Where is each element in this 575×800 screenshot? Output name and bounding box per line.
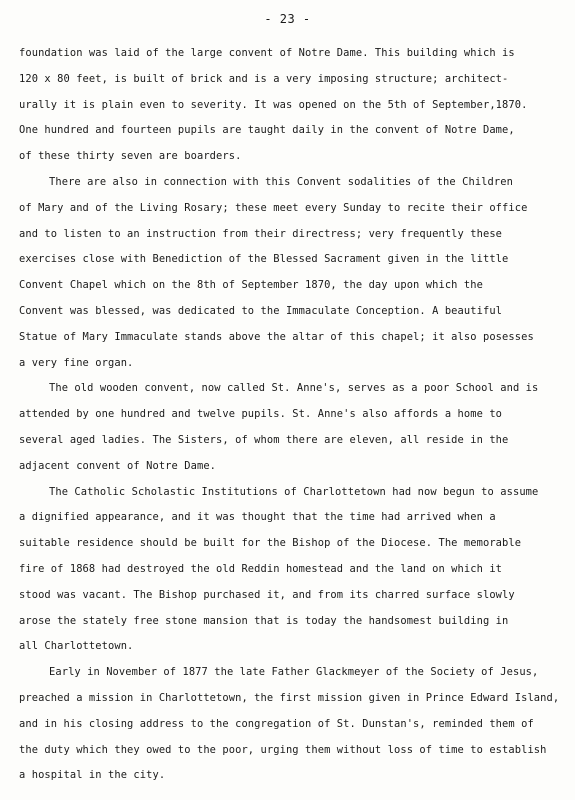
text-line: a hospital in the city.	[19, 769, 166, 782]
text-line: all Charlottetown.	[19, 640, 134, 653]
text-line: foundation was laid of the large convent of Notre Dame. This building which is	[19, 47, 515, 59]
text-line: and to listen to an instruction from their directress; very frequently these	[19, 227, 503, 240]
text-line: The Catholic Scholastic Institutions of Charlottetown had now begun to assume	[49, 485, 539, 498]
text-line: adjacent convent of Notre Dame.	[19, 459, 217, 472]
paragraph	[19, 376, 564, 479]
paragraph	[19, 660, 564, 789]
text-line: several aged ladies. The Sisters, of whom there are eleven, all reside in the	[19, 433, 509, 446]
text-line: 120 x 80 feet, is built of brick and is a very imposing structure; architect-	[19, 72, 509, 85]
text-line: of these thirty seven are boarders.	[19, 150, 242, 163]
text-line: Convent Chapel which on the 8th of September 1870, the day upon which the	[19, 279, 483, 292]
text-line: Convent was blessed, was dedicated to the Immaculate Conception. A beautiful	[19, 304, 503, 317]
paragraph	[19, 41, 564, 170]
text-line: The old wooden convent, now called St. Anne's, serves as a poor School and is	[49, 382, 539, 395]
paragraph	[19, 170, 564, 376]
paragraph	[19, 480, 564, 661]
text-line: suitable residence should be built for the Bishop of the Diocese. The memorable	[19, 537, 522, 550]
text-line: a very fine organ.	[19, 356, 134, 369]
text-line: Early in November of 1877 the late Father Glackmeyer of the Society of Jesus,	[49, 666, 539, 679]
text-line: One hundred and fourteen pupils are taught daily in the convent of Notre Dame,	[19, 124, 515, 137]
text-line: of Mary and of the Living Rosary; these meet every Sunday to recite their office	[19, 201, 528, 214]
body-text	[19, 41, 564, 789]
text-line: stood was vacant. The Bishop purchased it, and from its charred surface slowly	[19, 588, 515, 601]
text-line: fire of 1868 had destroyed the old Reddin homestead and the land on which it	[19, 562, 503, 575]
page-number: - 23 -	[264, 12, 311, 26]
text-line: attended by one hundred and twelve pupils. St. Anne's also affords a home to	[19, 408, 503, 421]
text-line: urally it is plain even to severity. It was opened on the 5th of September,1870.	[19, 98, 528, 111]
text-line: a dignified appearance, and it was thought that the time had arrived when a	[19, 511, 496, 524]
text-line: preached a mission in Charlottetown, the first mission given in Prince Edward Island,	[19, 691, 560, 704]
text-line: Statue of Mary Immaculate stands above the altar of this chapel; it also posesses	[19, 330, 534, 343]
text-line: arose the stately free stone mansion that is today the handsomest building in	[19, 614, 509, 627]
text-line: There are also in connection with this Convent sodalities of the Children	[49, 175, 513, 188]
text-line: the duty which they owed to the poor, urging them without loss of time to establish	[19, 743, 547, 756]
text-line: and in his closing address to the congregation of St. Dunstan's, reminded them of	[19, 717, 534, 730]
text-line: exercises close with Benediction of the Blessed Sacrament given in the little	[19, 253, 509, 266]
